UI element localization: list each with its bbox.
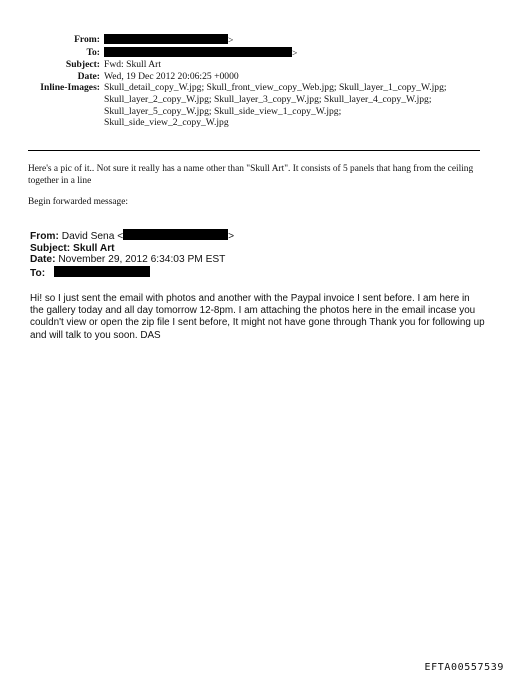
forwarded-date-label: Date: [30,254,56,266]
subject-label: Subject: [65,59,100,71]
forwarded-subject-row [30,243,234,255]
forwarded-to-row [30,266,234,280]
redacted-from [104,34,228,44]
forwarded-header [30,229,234,279]
redacted-to [104,47,292,57]
inline-image-line: Skull_layer_5_copy_W.jpg; Skull_side_view_1_copy_W.jpg; [104,105,342,117]
forwarded-from-label: From: [30,231,59,242]
forwarded-to-label: To: [30,267,46,279]
document-id: EFTA00557539 [424,662,504,673]
forwarded-subject-label: Subject: [30,242,71,254]
inline-images-label: Inline-Images: [40,82,100,94]
forwarded-date-row [30,254,234,266]
header-divider [28,150,480,151]
inline-image-line: Skull_layer_2_copy_W.jpg; Skull_layer_3_copy_W.jpg; Skull_layer_4_copy_W.jpg; [104,93,432,105]
header-subject-row [20,59,480,71]
intro-text: Here's a pic of it.. Not sure it really has a name other than "Skull Art". It consists of 5 panels that hang from the ceiling together in a line [28,164,474,186]
from-suffix: > [228,35,234,46]
header-date-row [20,71,480,83]
forwarded-from-suffix: > [228,231,235,242]
forwarded-date-value: November 29, 2012 6:34:03 PM EST [58,254,226,266]
inline-images-list [104,82,480,128]
redacted-forwarded-from [123,229,228,240]
date-label: Date: [77,70,100,82]
redacted-forwarded-to [54,266,150,277]
from-label: From: [74,34,100,45]
forwarded-from-row [30,229,234,243]
header-to-row [20,47,480,60]
to-suffix: > [292,47,298,59]
begin-forwarded-label: Begin forwarded message: [28,197,128,207]
to-label: To: [86,46,100,58]
inline-image-line: Skull_detail_copy_W.jpg; Skull_front_view_copy_Web.jpg; Skull_layer_1_copy_W.jpg; [104,82,447,94]
forwarded-subject-value: Skull Art [73,242,115,254]
forwarded-from-name: David Sena < [61,231,124,242]
header-from-row [20,34,480,47]
email-header [20,34,480,129]
message-body: Hi! so I just sent the email with photos and another with the Paypal invoice I sent before. I am here in the gallery today and all day tomorrow 12-8pm. I am attaching the photos here in the email incase you couldn't view or open the zip file I sent before, It might not have gone through Thank you for following up and will talk to you soon. DAS [30,293,485,341]
date-value: Wed, 19 Dec 2012 20:06:25 +0000 [104,70,239,82]
header-inline-images-row [20,82,480,128]
subject-value: Fwd: Skull Art [104,59,162,71]
inline-image-line: Skull_side_view_2_copy_W.jpg [104,117,229,129]
